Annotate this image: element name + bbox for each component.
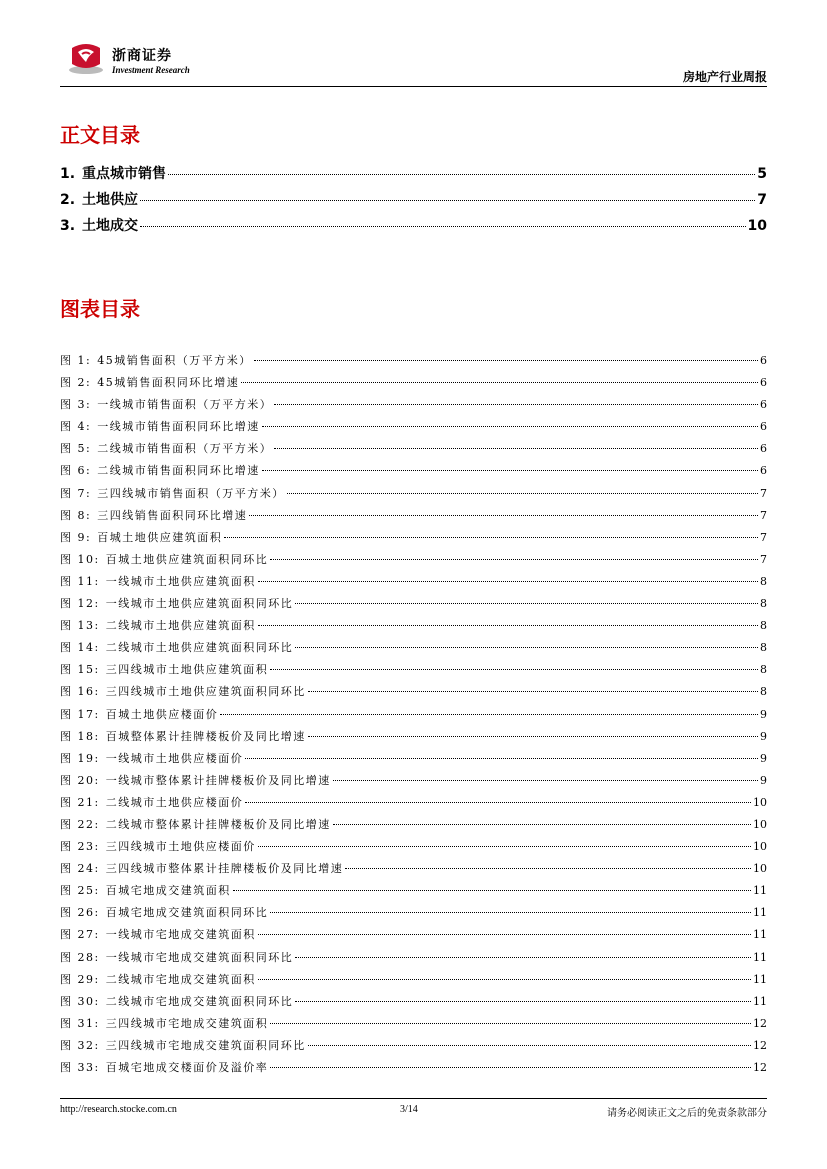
toc-leader-dots xyxy=(224,537,758,538)
figure-page: 11 xyxy=(753,994,767,1008)
zheshang-logo-icon xyxy=(66,40,106,76)
toc-leader-dots xyxy=(270,912,751,913)
figure-label: 图 13: xyxy=(60,619,100,633)
figure-toc-entry[interactable] xyxy=(60,750,767,772)
figure-title: 三四线城市土地供应楼面价 xyxy=(105,840,256,854)
figure-title: 45城销售面积同环比增速 xyxy=(97,376,240,390)
toc-entry-number: 1. xyxy=(60,166,76,182)
figure-title: 二线城市宅地成交建筑面积 xyxy=(105,972,256,986)
figure-label: 图 27: xyxy=(60,928,100,942)
figure-page: 6 xyxy=(760,398,767,412)
figure-toc-entry[interactable] xyxy=(60,595,767,617)
figure-label: 图 12: xyxy=(60,597,100,611)
figure-label: 图 24: xyxy=(60,862,100,876)
figure-title: 一线城市整体累计挂牌楼板价及同比增速 xyxy=(105,773,331,787)
figure-page: 10 xyxy=(753,795,767,809)
figure-title: 百城土地供应楼面价 xyxy=(105,707,219,721)
figure-page: 11 xyxy=(753,884,767,898)
toc-entry-page: 7 xyxy=(757,192,767,208)
figure-label: 图 23: xyxy=(60,840,100,854)
toc-entry-label: 重点城市销售 xyxy=(82,166,166,182)
figure-page: 12 xyxy=(753,1016,767,1030)
figure-toc-entry[interactable] xyxy=(60,418,767,440)
figure-label: 图 32: xyxy=(60,1038,100,1052)
figure-label: 图 6: xyxy=(60,464,92,478)
figure-label: 图 3: xyxy=(60,398,92,412)
figure-toc-entry[interactable] xyxy=(60,573,767,595)
figure-label: 图 19: xyxy=(60,751,100,765)
figure-page: 11 xyxy=(753,906,767,920)
figure-page: 7 xyxy=(760,508,767,522)
figure-toc-entry[interactable] xyxy=(60,683,767,705)
main-toc-title: 正文目录 xyxy=(60,123,140,147)
toc-leader-dots xyxy=(220,714,758,715)
figure-page: 8 xyxy=(760,663,767,677)
toc-entry-label: 土地供应 xyxy=(82,192,138,208)
report-type: 房地产行业周报 xyxy=(682,70,767,84)
figure-toc-entry[interactable] xyxy=(60,1015,767,1037)
figure-page: 11 xyxy=(753,950,767,964)
figure-toc-entry[interactable] xyxy=(60,904,767,926)
figure-toc-entry[interactable] xyxy=(60,462,767,484)
figure-page: 9 xyxy=(760,707,767,721)
figure-toc-entry[interactable] xyxy=(60,374,767,396)
figure-toc-entry[interactable] xyxy=(60,882,767,904)
figure-toc-entry[interactable] xyxy=(60,617,767,639)
figure-toc-entry[interactable] xyxy=(60,396,767,418)
figure-title: 二线城市土地供应建筑面积 xyxy=(105,619,256,633)
figure-toc-entry[interactable] xyxy=(60,816,767,838)
toc-leader-dots xyxy=(270,1023,751,1024)
figure-page: 7 xyxy=(760,552,767,566)
toc-entry[interactable] xyxy=(60,189,767,215)
main-toc xyxy=(60,163,767,241)
figure-label: 图 18: xyxy=(60,729,100,743)
figure-label: 图 2: xyxy=(60,376,92,390)
figure-title: 二线城市土地供应楼面价 xyxy=(105,795,244,809)
toc-entry-page: 5 xyxy=(757,166,767,182)
toc-entry-number: 3. xyxy=(60,218,76,234)
toc-leader-dots xyxy=(168,174,755,175)
figure-toc-entry[interactable] xyxy=(60,1059,767,1081)
figure-toc-entry[interactable] xyxy=(60,794,767,816)
figure-title: 百城土地供应建筑面积 xyxy=(97,530,223,544)
figure-toc-entry[interactable] xyxy=(60,529,767,551)
figure-page: 7 xyxy=(760,530,767,544)
toc-leader-dots xyxy=(308,1045,751,1046)
figure-label: 图 33: xyxy=(60,1061,100,1074)
figure-title: 三四线城市销售面积（万平方米） xyxy=(97,486,285,500)
figure-page: 8 xyxy=(760,597,767,611)
figure-toc-entry[interactable] xyxy=(60,860,767,882)
figure-toc-entry[interactable] xyxy=(60,838,767,860)
figure-toc-entry[interactable] xyxy=(60,661,767,683)
toc-leader-dots xyxy=(258,625,758,626)
toc-leader-dots xyxy=(295,603,758,604)
figure-page: 6 xyxy=(760,464,767,478)
figure-toc-entry[interactable] xyxy=(60,772,767,794)
figure-label: 图 21: xyxy=(60,795,100,809)
figure-title: 二线城市销售面积同环比增速 xyxy=(97,464,260,478)
toc-leader-dots xyxy=(262,470,758,471)
figure-label: 图 30: xyxy=(60,994,100,1008)
figure-toc xyxy=(60,352,767,1081)
figure-page: 9 xyxy=(760,751,767,765)
toc-leader-dots xyxy=(295,1001,751,1002)
figure-page: 10 xyxy=(753,862,767,876)
figure-title: 45城销售面积（万平方米） xyxy=(97,354,252,367)
figure-label: 图 17: xyxy=(60,707,100,721)
toc-leader-dots xyxy=(270,559,758,560)
page-number: 3/14 xyxy=(400,1104,418,1115)
figure-label: 图 7: xyxy=(60,486,92,500)
figure-toc-entry[interactable] xyxy=(60,440,767,462)
toc-leader-dots xyxy=(270,669,758,670)
figure-toc-title: 图表目录 xyxy=(60,297,140,321)
figure-title: 百城宅地成交建筑面积 xyxy=(105,884,231,898)
toc-leader-dots xyxy=(270,1067,751,1068)
figure-page: 6 xyxy=(760,442,767,456)
figure-title: 百城整体累计挂牌楼板价及同比增速 xyxy=(105,729,306,743)
brand-name-cn: 浙商证券 xyxy=(112,48,172,64)
toc-leader-dots xyxy=(308,736,758,737)
figure-label: 图 8: xyxy=(60,508,92,522)
figure-title: 二线城市整体累计挂牌楼板价及同比增速 xyxy=(105,817,331,831)
figure-title: 三四线城市土地供应建筑面积 xyxy=(105,663,269,677)
figure-title: 百城宅地成交楼面价及溢价率 xyxy=(105,1061,269,1074)
figure-label: 图 5: xyxy=(60,442,92,456)
footer-url[interactable]: http://research.stocke.com.cn xyxy=(60,1104,177,1115)
toc-leader-dots xyxy=(295,957,751,958)
header-divider xyxy=(60,86,767,87)
figure-title: 一线城市土地供应楼面价 xyxy=(105,751,244,765)
figure-page: 6 xyxy=(760,376,767,390)
figure-toc-entry[interactable] xyxy=(60,993,767,1015)
figure-toc-entry[interactable] xyxy=(60,1037,767,1059)
toc-leader-dots xyxy=(274,404,758,405)
figure-page: 10 xyxy=(753,817,767,831)
toc-entry-number: 2. xyxy=(60,192,76,208)
figure-page: 8 xyxy=(760,619,767,633)
figure-title: 三四线城市宅地成交建筑面积同环比 xyxy=(105,1038,306,1052)
figure-toc-entry[interactable] xyxy=(60,551,767,573)
figure-toc-entry[interactable] xyxy=(60,507,767,529)
toc-leader-dots xyxy=(140,226,746,227)
figure-toc-entry[interactable] xyxy=(60,352,767,374)
figure-page: 11 xyxy=(753,928,767,942)
toc-leader-dots xyxy=(274,448,758,449)
figure-page: 6 xyxy=(760,354,767,367)
toc-leader-dots xyxy=(308,691,758,692)
toc-leader-dots xyxy=(241,382,758,383)
toc-leader-dots xyxy=(233,890,751,891)
figure-title: 二线城市宅地成交建筑面积同环比 xyxy=(105,994,294,1008)
figure-page: 8 xyxy=(760,685,767,699)
toc-leader-dots xyxy=(140,200,755,201)
figure-title: 三四线城市土地供应建筑面积同环比 xyxy=(105,685,306,699)
figure-label: 图 22: xyxy=(60,817,100,831)
toc-entry[interactable] xyxy=(60,163,767,189)
figure-page: 9 xyxy=(760,773,767,787)
figure-title: 百城土地供应建筑面积同环比 xyxy=(105,552,269,566)
toc-leader-dots xyxy=(254,360,758,361)
figure-title: 一线城市土地供应建筑面积同环比 xyxy=(105,597,294,611)
figure-label: 图 20: xyxy=(60,773,100,787)
figure-toc-entry[interactable] xyxy=(60,639,767,661)
toc-leader-dots xyxy=(258,581,758,582)
figure-label: 图 10: xyxy=(60,552,100,566)
toc-leader-dots xyxy=(245,758,758,759)
toc-leader-dots xyxy=(249,515,758,516)
figure-page: 8 xyxy=(760,641,767,655)
figure-title: 二线城市销售面积（万平方米） xyxy=(97,442,273,456)
toc-leader-dots xyxy=(262,426,758,427)
figure-label: 图 31: xyxy=(60,1016,100,1030)
figure-toc-entry[interactable] xyxy=(60,971,767,993)
figure-title: 一线城市销售面积同环比增速 xyxy=(97,420,260,434)
toc-leader-dots xyxy=(295,647,758,648)
figure-page: 11 xyxy=(753,972,767,986)
figure-label: 图 25: xyxy=(60,884,100,898)
figure-toc-entry[interactable] xyxy=(60,485,767,507)
toc-leader-dots xyxy=(345,868,751,869)
toc-leader-dots xyxy=(258,979,751,980)
toc-entry-label: 土地成交 xyxy=(82,218,138,234)
toc-entry-page: 10 xyxy=(747,218,767,234)
footer-divider xyxy=(60,1098,767,1099)
figure-toc-entry[interactable] xyxy=(60,706,767,728)
toc-leader-dots xyxy=(258,934,751,935)
figure-toc-entry[interactable] xyxy=(60,728,767,750)
brand-name-en: Investment Research xyxy=(112,65,190,75)
figure-label: 图 14: xyxy=(60,641,100,655)
toc-entry[interactable] xyxy=(60,215,767,241)
figure-page: 7 xyxy=(760,486,767,500)
toc-leader-dots xyxy=(333,780,758,781)
figure-label: 图 9: xyxy=(60,530,92,544)
figure-title: 二线城市土地供应建筑面积同环比 xyxy=(105,641,294,655)
figure-page: 10 xyxy=(753,840,767,854)
figure-toc-entry[interactable] xyxy=(60,949,767,971)
figure-page: 9 xyxy=(760,729,767,743)
figure-title: 三四线城市整体累计挂牌楼板价及同比增速 xyxy=(105,862,344,876)
figure-label: 图 16: xyxy=(60,685,100,699)
figure-label: 图 11: xyxy=(60,574,100,588)
toc-leader-dots xyxy=(287,493,758,494)
toc-leader-dots xyxy=(258,846,751,847)
figure-page: 12 xyxy=(753,1038,767,1052)
figure-title: 一线城市土地供应建筑面积 xyxy=(105,574,256,588)
figure-page: 12 xyxy=(753,1061,767,1074)
figure-label: 图 4: xyxy=(60,420,92,434)
toc-leader-dots xyxy=(333,824,751,825)
page-header xyxy=(60,38,767,88)
figure-title: 一线城市宅地成交建筑面积同环比 xyxy=(105,950,294,964)
figure-title: 百城宅地成交建筑面积同环比 xyxy=(105,906,269,920)
figure-title: 三四线销售面积同环比增速 xyxy=(97,508,248,522)
figure-label: 图 28: xyxy=(60,950,100,964)
figure-label: 图 26: xyxy=(60,906,100,920)
figure-label: 图 15: xyxy=(60,663,100,677)
toc-leader-dots xyxy=(245,802,751,803)
footer-disclaimer: 请务必阅读正文之后的免责条款部分 xyxy=(607,1108,767,1119)
figure-label: 图 1: xyxy=(60,354,92,367)
figure-page: 8 xyxy=(760,574,767,588)
figure-toc-entry[interactable] xyxy=(60,926,767,948)
figure-title: 一线城市销售面积（万平方米） xyxy=(97,398,273,412)
figure-title: 三四线城市宅地成交建筑面积 xyxy=(105,1016,269,1030)
figure-page: 6 xyxy=(760,420,767,434)
figure-title: 一线城市宅地成交建筑面积 xyxy=(105,928,256,942)
figure-label: 图 29: xyxy=(60,972,100,986)
